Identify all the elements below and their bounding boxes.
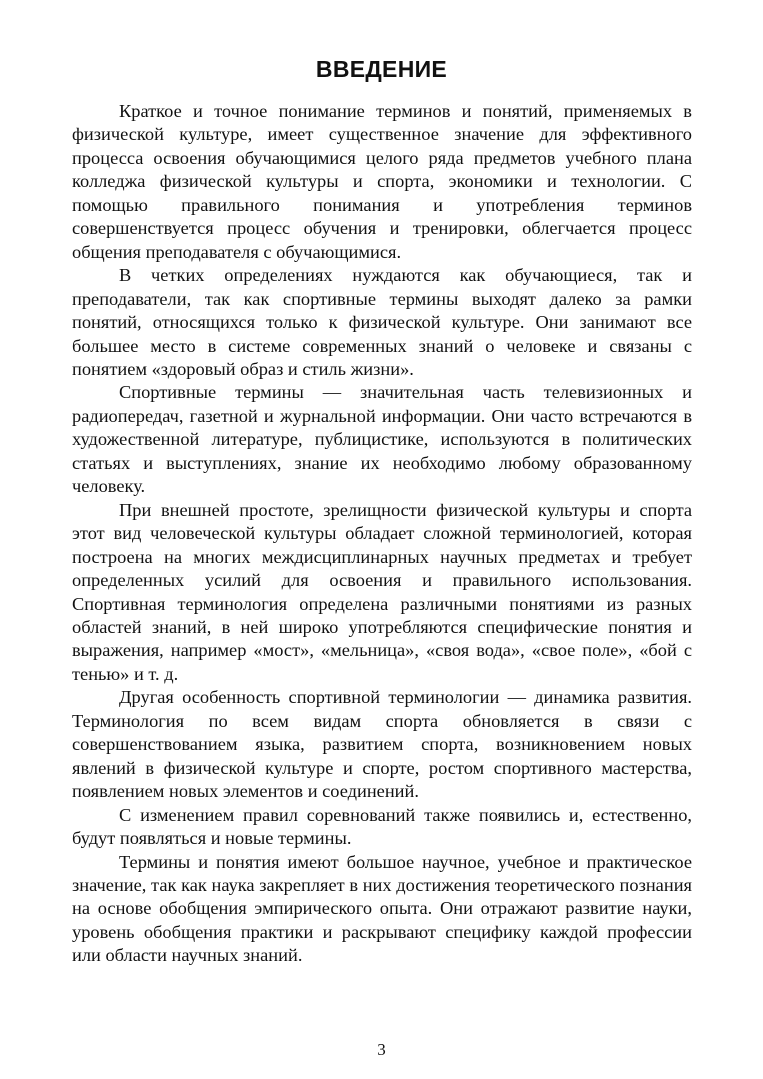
paragraph-5: Другая особенность спортивной терминологии — динамика развития. Терминология по всем видам спорта обновляется в связи с совершенствованием языка, развитием спорта, возникновением новых явлений в физической культуре и спорте, ростом спортивного мастерства, появлением новых элементов и соединений. [72, 687, 692, 802]
page-title: ВВЕДЕНИЕ [315, 56, 448, 82]
paragraph-6: С изменением правил соревнований также появились и, естественно, будут появляться и новые термины. [72, 804, 692, 849]
paragraph-7: Термины и понятия имеют большое научное, учебное и практическое значение, так как наука закрепляет в них достижения теоретического познания на основе обобщения эмпирического опыта. Они отражают развитие науки, уровень обобщения практики и раскрывают специфику каждой профессии или области научных знаний. [72, 851, 692, 966]
body-text [72, 100, 692, 968]
paragraph-3: Спортивные термины — значительная часть телевизионных и радиопередач, газетной и журнальной информации. Они часто встречаются в художественной литературе, публицистике, используются в политических статьях и выступлениях, знание их необходимо любому образованному человеку. [72, 382, 692, 497]
paragraph-1: Краткое и точное понимание терминов и понятий, применяемых в физической культуре, имеет существенное значение для эффективного процесса освоения обучающимися целого ряда предметов учебного плана колледжа физической культуры и спорта, экономики и технологии. С помощью правильного понимания и употребления терминов совершенствуется процесс обучения и тренировки, облегчается процесс общения преподавателя с обучающимися. [72, 101, 692, 262]
page-number: 3 [377, 1040, 386, 1059]
paragraph-4: При внешней простоте, зрелищности физической культуры и спорта этот вид человеческой культуры обладает сложной терминологией, которая построена на многих междисциплинарных научных предметах и требует определенных усилий для освоения и правильного использования. Спортивная терминология определена различными понятиями из разных областей знаний, в ней широко употребляются специфические понятия и выражения, например «мост», «мельница», «своя вода», «свое поле», «бой с тенью» и т. д. [72, 499, 692, 684]
paragraph-2: В четких определениях нуждаются как обучающиеся, так и преподаватели, так как спортивные термины выходят далеко за рамки понятий, относящихся только к физической культуре. Они занимают все большее место в системе современных знаний о человеке и связаны с понятием «здоровый образ и стиль жизни». [72, 265, 692, 379]
